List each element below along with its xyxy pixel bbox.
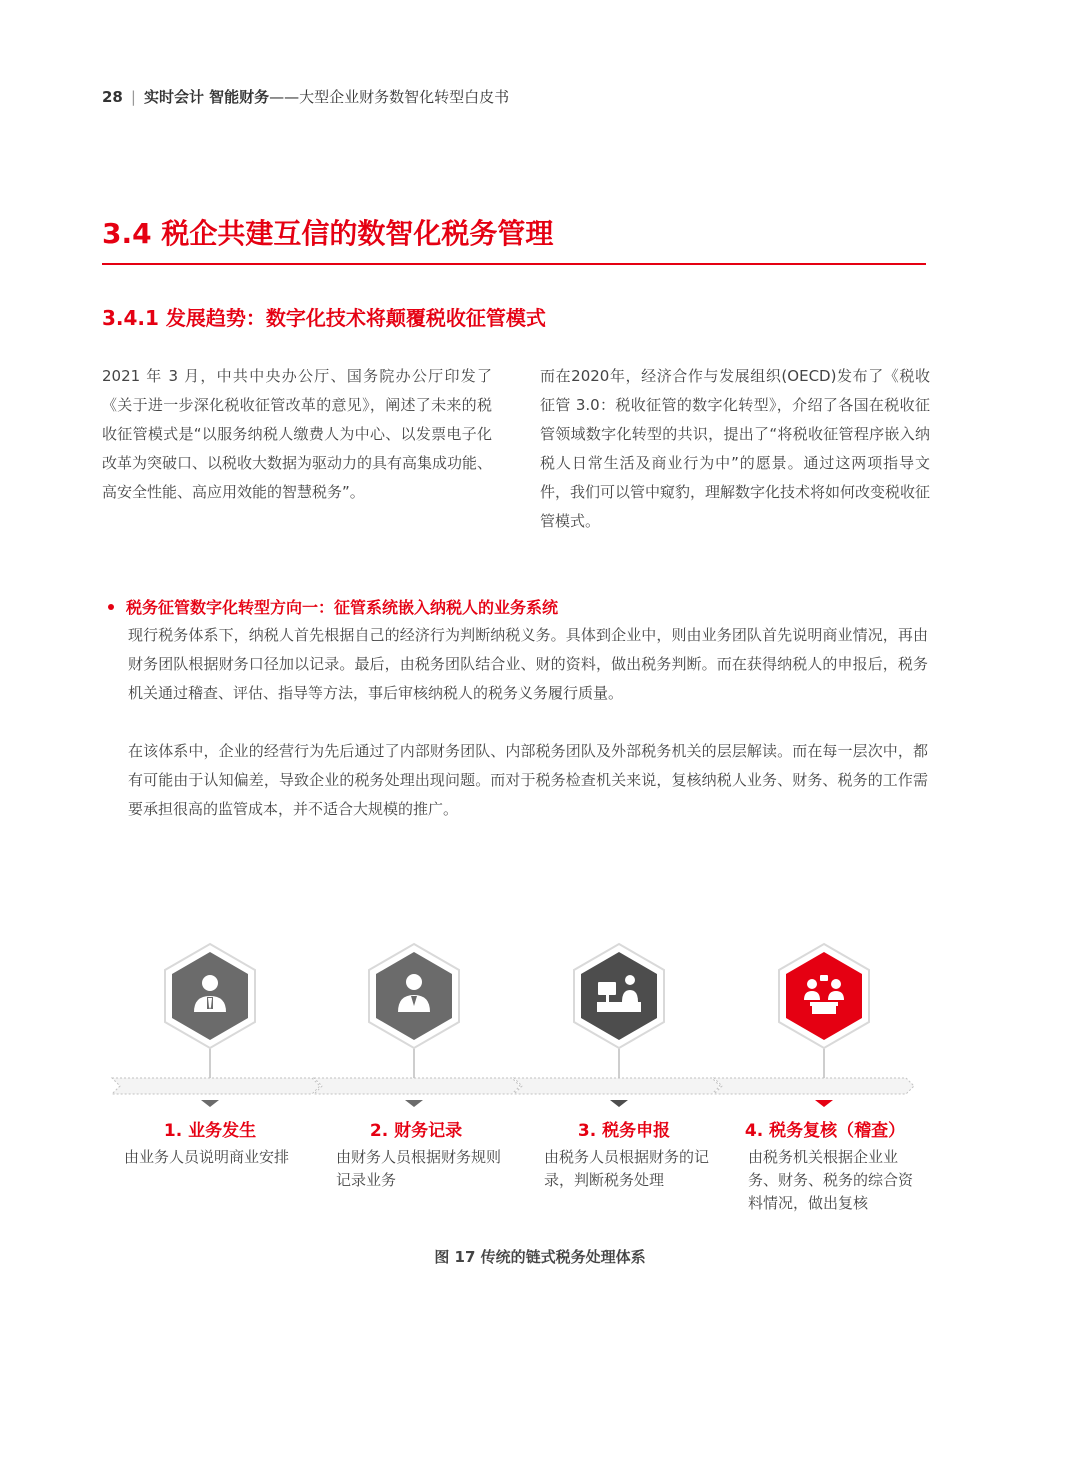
section-divider	[102, 263, 926, 265]
section-title: 3.4 税企共建互信的数智化税务管理	[102, 217, 554, 250]
step-1-title: 1. 业务发生	[163, 1121, 257, 1141]
direction-paragraph-2: 在该体系中，企业的经营行为先后通过了内部财务团队、内部税务团队及外部税务机关的层层解读。而在每一层次中，都有可能由于认知偏差，导致企业的税务处理出现问题。而对于税务检查机关来说，复核纳税人业务、财务、税务的工作需要承担很高的监管成本，并不适合大规模的推广。	[128, 742, 928, 818]
timeline-arrow	[112, 1078, 914, 1094]
intro-right-paragraph: 而在2020年，经济合作与发展组织(OECD)发布了《税收征管 3.0：税收征管的数字化转型》，介绍了各国在税收征管领域数字化转型的共识，提出了“将税收征管程序嵌入纳税人日常生活及商业行为中”的愿景。通过这两项指导文件，我们可以管中窥豹，理解数字化技术将如何改变税收征管模式。	[540, 367, 931, 530]
step-4-title: 4. 税务复核（稽查）	[744, 1121, 906, 1141]
intro-left-paragraph: 2021 年 3 月，中共中央办公厅、国务院办公厅印发了《关于进一步深化税收征管改革的意见》，阐述了未来的税收征管模式是“以服务纳税人缴费人为中心、以发票电子化改革为突破口、以税收大数据为驱动力的具有高集成功能、高安全性能、高应用效能的智慧税务”。	[102, 367, 493, 501]
direction-heading-text: 税务征管数字化转型方向一：征管系统嵌入纳税人的业务系统	[126, 598, 559, 617]
subsection-title: 3.4.1 发展趋势：数字化技术将颠覆税收征管模式	[102, 306, 546, 330]
step-4-description: 由税务机关根据企业业务、财务、税务的综合资料情况，做出复核	[748, 1148, 914, 1212]
header-title-rest: ——大型企业财务数智化转型白皮书	[269, 88, 510, 106]
timeline-segment	[112, 1078, 320, 1094]
direction-paragraph-1: 现行税务体系下，纳税人首先根据自己的经济行为判断纳税义务。具体到企业中，则由业务团队首先说明商业情况，再由财务团队根据财务口径加以记录。最后，由税务团队结合业、财的资料，做出税务判断。而在获得纳税人的申报后，税务机关通过稽查、评估、指导等方法，事后审核纳税人的税务义务履行质量。	[128, 626, 928, 702]
step-1-description: 由业务人员说明商业安排	[124, 1148, 290, 1166]
bullet-dot-icon	[108, 604, 114, 610]
figure-caption: 图 17 传统的链式税务处理体系	[434, 1248, 646, 1266]
page-number: 28	[102, 88, 123, 106]
step-3-description: 由税务人员根据财务的记录，判断税务处理	[544, 1148, 710, 1189]
running-header	[102, 86, 509, 107]
timeline-segment	[714, 1078, 914, 1094]
step-2-description: 由财务人员根据财务规则记录业务	[336, 1148, 502, 1189]
step-2-title: 2. 财务记录	[369, 1121, 463, 1141]
timeline-segment	[314, 1078, 520, 1094]
step-3-title: 3. 税务申报	[577, 1121, 671, 1141]
header-title-bold: 实时会计 智能财务	[143, 88, 270, 106]
direction-heading	[108, 595, 558, 618]
timeline-segment	[514, 1078, 720, 1094]
header-separator: |	[130, 88, 136, 106]
